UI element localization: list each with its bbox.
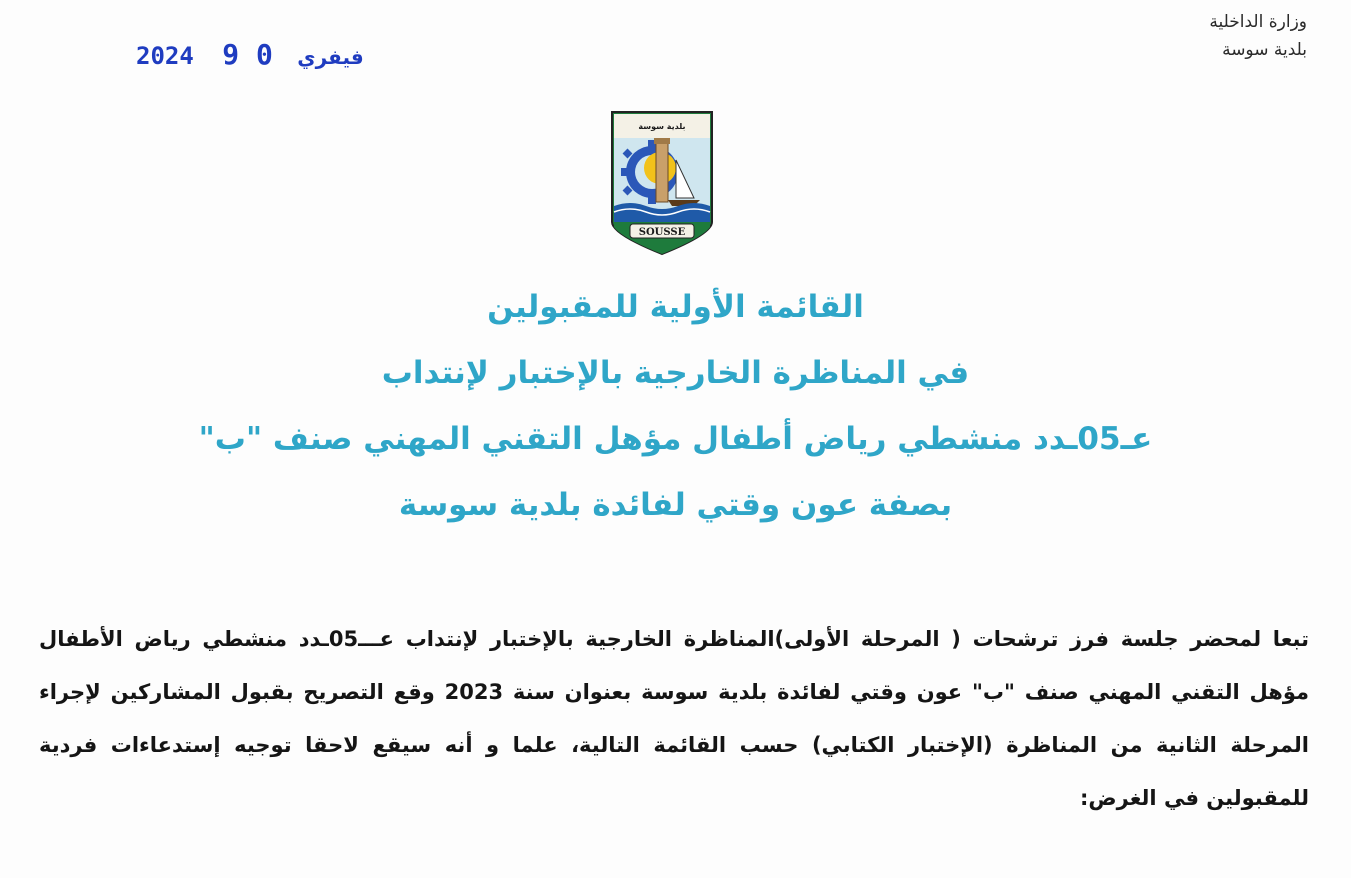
document-title bbox=[0, 282, 1351, 546]
sousse-emblem-logo bbox=[610, 110, 714, 256]
ministry-name: وزارة الداخلية bbox=[1209, 12, 1307, 32]
date-month: فيفري bbox=[297, 45, 364, 69]
title-line-1: القائمة الأولية للمقبولين bbox=[487, 289, 864, 325]
date-day: 0 9 bbox=[222, 38, 273, 71]
emblem-top-text: بلدية سوسة bbox=[638, 122, 686, 131]
emblem-bottom-text: SOUSSE bbox=[638, 227, 686, 238]
municipality-name: بلدية سوسة bbox=[1222, 40, 1307, 60]
issuer-header bbox=[1209, 8, 1307, 64]
date-year: 2024 bbox=[136, 42, 194, 70]
title-line-3: عـ05ـدد منشطي رياض أطفال مؤهل التقني المهني صنف "ب" bbox=[198, 421, 1153, 457]
body-paragraph: تبعا لمحضر جلسة فرز ترشحات ( المرحلة الأولى)المناظرة الخارجية بالإختبار لإنتداب عـــ05ـدد منشطي رياض الأطفال مؤهل التقني المهني صنف "ب" عون وقتي لفائدة بلدية سوسة بعنوان سنة 2023 وقع التصريح بقبول المشاركين لإجراء المرحلة الثانية من المناظرة (الإختبار الكتابي) حسب القائمة التالية، علما و أنه سيقع لاحقا توجيه إستدعاءات فردية للمقبولين في الغرض: bbox=[39, 627, 1310, 810]
date-stamp bbox=[136, 38, 374, 71]
title-line-2: في المناظرة الخارجية بالإختبار لإنتداب bbox=[381, 355, 970, 391]
title-line-4: بصفة عون وقتي لفائدة بلدية سوسة bbox=[398, 487, 953, 523]
